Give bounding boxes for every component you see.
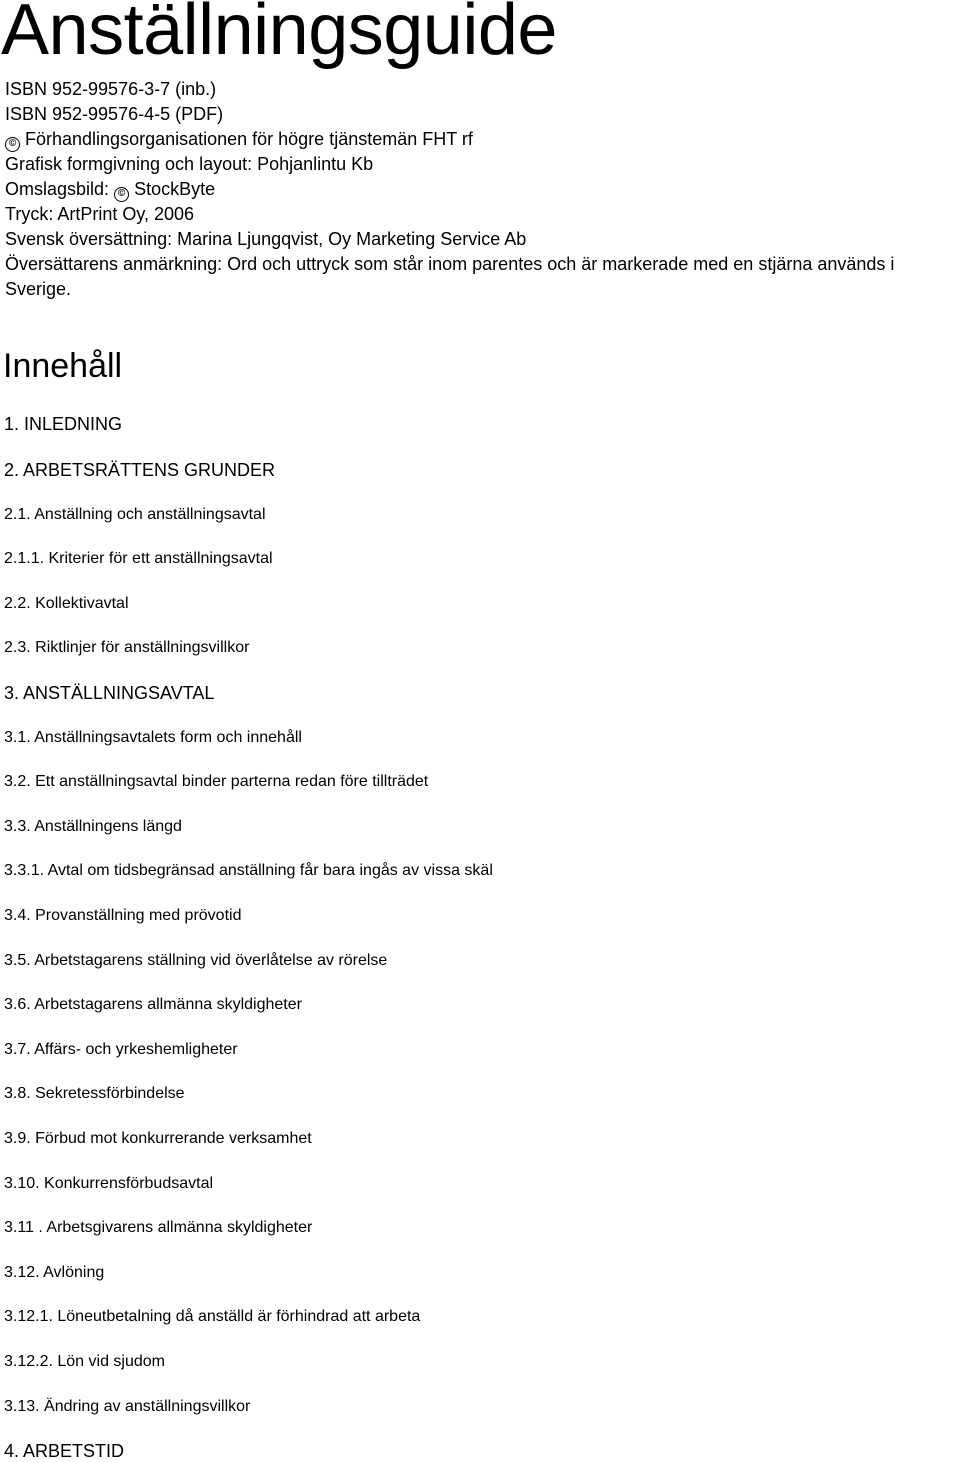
toc-entry[interactable]: 3.1. Anställningsavtalets form och innehåll [4,728,302,746]
print-credit: Tryck: ArtPrint Oy, 2006 [5,204,195,224]
toc-entry[interactable]: 3.5. Arbetstagarens ställning vid överlåtelse av rörelse [4,951,388,969]
toc-entry[interactable]: 3.12. Avlöning [4,1263,105,1281]
toc-entry[interactable]: 3.3. Anställningens längd [4,817,182,835]
copyright-publisher: © Förhandlingsorganisationen för högre tjänstemän FHT rf [5,127,960,152]
toc-entry[interactable]: 3.10. Konkurrensförbudsavtal [4,1174,214,1192]
translation-credit: Svensk översättning: Marina Ljungqvist, Oy Marketing Service Ab [5,229,527,249]
toc-entry[interactable]: 3.11 . Arbetsgivarens allmänna skyldigheter [4,1219,313,1237]
copyright-icon: © [114,187,129,202]
toc-entry[interactable]: 3.6. Arbetstagarens allmänna skyldigheter [4,996,302,1014]
toc-entry[interactable]: 2. ARBETSRÄTTENS GRUNDER [4,460,276,480]
toc-entry[interactable]: 2.1. Anställning och anställningsavtal [4,505,266,523]
toc-entry[interactable]: 2.1.1. Kriterier för ett anställningsavtal [4,550,273,568]
layout-credit: Grafisk formgivning och layout: Pohjanlintu Kb [5,154,374,174]
toc-entry[interactable]: 3.7. Affärs- och yrkeshemligheter [4,1040,238,1058]
toc-entry[interactable]: 3.8. Sekretessförbindelse [4,1085,185,1103]
toc-entry[interactable]: 2.3. Riktlinjer för anställningsvillkor [4,639,250,657]
toc-entry[interactable]: 3. ANSTÄLLNINGSAVTAL [4,683,215,703]
toc-entry[interactable]: 3.2. Ett anställningsavtal binder parterna redan före tillträdet [4,773,429,791]
isbn-bound: ISBN 952-99576-3-7 (inb.) [5,79,217,99]
cover-image-credit: Omslagsbild: © StockByte [5,177,960,202]
toc-entry[interactable]: 4. ARBETSTID [4,1441,125,1462]
toc-entry[interactable]: 3.4. Provanställning med prövotid [4,907,242,924]
isbn-pdf: ISBN 952-99576-4-5 (PDF) [5,104,224,124]
toc-entry[interactable]: 3.12.1. Löneutbetalning då anställd är förhindrad att arbeta [4,1308,421,1326]
toc-entry[interactable]: 3.12.2. Lön vid sjudom [4,1353,165,1370]
document-title: Anställningsguide [1,0,557,70]
toc-entry[interactable]: 2.2. Kollektivavtal [4,594,129,612]
toc-entry[interactable]: 1. INLEDNING [4,414,123,434]
copyright-icon: © [5,137,20,152]
publication-info [5,77,960,302]
toc-entry[interactable]: 3.13. Ändring av anställningsvillkor [4,1397,251,1415]
toc-heading: Innehåll [3,347,123,385]
toc-entry[interactable]: 3.3.1. Avtal om tidsbegränsad anställning får bara ingås av vissa skäl [4,862,493,880]
translator-note: Översättarens anmärkning: Ord och uttryck som står inom parentes och är markerade med en stjärna används i Sverige. [5,254,895,299]
toc-entry[interactable]: 3.9. Förbud mot konkurrerande verksamhet [4,1130,312,1147]
